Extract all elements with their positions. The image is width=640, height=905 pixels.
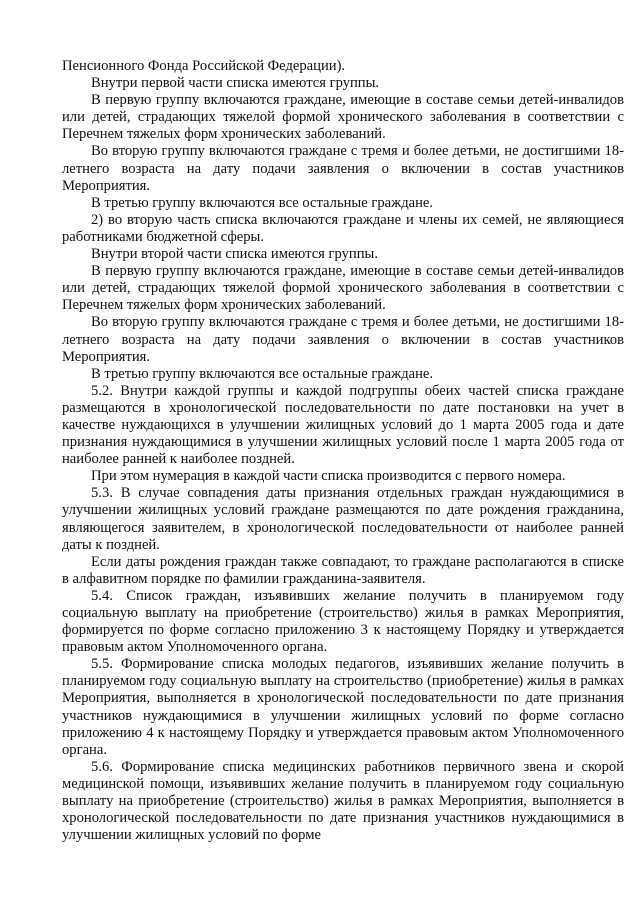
paragraph: В первую группу включаются граждане, имеющие в составе семьи детей-инвалидов или детей, страдающих тяжелой формой хронического заболевания в соответствии с Перечнем тяжелых форм хронических заболеваний. bbox=[62, 92, 624, 143]
paragraph: 5.3. В случае совпадения даты признания отдельных граждан нуждающимися в улучшении жилищных условий граждане размещаются по дате рождения гражданина, являющегося заявителем, в хронологической последовательности от наиболее ранней даты к поздней. bbox=[62, 485, 624, 553]
paragraph: При этом нумерация в каждой части списка производится с первого номера. bbox=[91, 468, 566, 485]
paragraph: Во вторую группу включаются граждане с тремя и более детьми, не достигшими 18-летнего возраста на дату подачи заявления о включении в состав участников Мероприятия. bbox=[62, 314, 624, 365]
paragraph: Если даты рождения граждан также совпадают, то граждане располагаются в списке в алфавитном порядке по фамилии гражданина-заявителя. bbox=[62, 553, 624, 587]
paragraph: В первую группу включаются граждане, имеющие в составе семьи детей-инвалидов или детей, страдающих тяжелой формой хронического заболевания в соответствии с Перечнем тяжелых форм хронических заболеваний. bbox=[62, 263, 624, 314]
paragraph: Внутри первой части списка имеются группы. bbox=[91, 75, 380, 92]
paragraph: Внутри второй части списка имеются группы. bbox=[91, 246, 379, 263]
paragraph: 5.5. Формирование списка молодых педагогов, изъявивших желание получить в планируемом году социальную выплату на строительство (приобретение) жилья в рамках Мероприятия, выполняется в хронологической последовательности по дате признания участников нуждающимися в улучшении жилищных условий по форме согласно приложению 4 к настоящему Порядку и утверждается правовым актом Уполномоченного органа. bbox=[62, 656, 624, 758]
paragraph: 2) во вторую часть списка включаются граждане и члены их семей, не являющиеся работниками бюджетной сферы. bbox=[62, 211, 624, 245]
paragraph: 5.4. Список граждан, изъявивших желание получить в планируемом году социальную выплату на приобретение (строительство) жилья в рамках Мероприятия, формируется по форме согласно приложению 3 к настоящему Порядку и утверждается правовым актом Уполномоченного органа. bbox=[62, 587, 624, 656]
document-page bbox=[62, 58, 624, 844]
paragraph: Пенсионного Фонда Российской Федерации). bbox=[62, 58, 346, 74]
paragraph: Во вторую группу включаются граждане с тремя и более детьми, не достигшими 18-летнего возраста на дату подачи заявления о включении в состав участников Мероприятия. bbox=[62, 143, 624, 194]
paragraph: В третью группу включаются все остальные граждане. bbox=[91, 365, 434, 382]
paragraph: 5.2. Внутри каждой группы и каждой подгруппы обеих частей списка граждане размещаются в хронологической последовательности по дате постановки на учет в качестве нуждающихся в улучшении жилищных условий до 1 марта 2005 года и дате признания нуждающимися в улучшении жилищных условий после 1 марта 2005 года от наиболее ранней к наиболее поздней. bbox=[62, 382, 624, 468]
paragraph: 5.6. Формирование списка медицинских работников первичного звена и скорой медицинской помощи, изъявивших желание получить в планируемом году социальную выплату на приобретение (строительство) жилья в рамках Мероприятия, выполняется в хронологической последовательности по дате признания участников нуждающимися в улучшении жилищных условий по форме bbox=[62, 758, 624, 844]
paragraph: В третью группу включаются все остальные граждане. bbox=[91, 194, 434, 211]
